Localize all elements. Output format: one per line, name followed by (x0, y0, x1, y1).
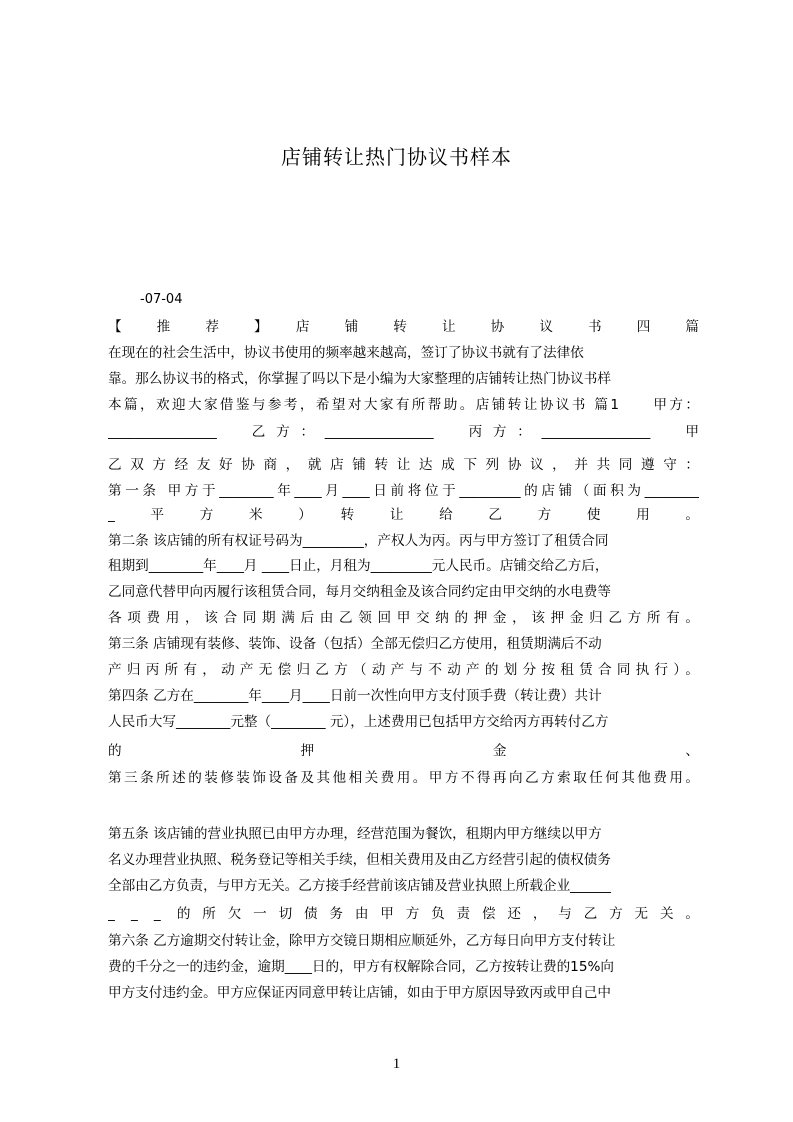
text-line: 本篇，欢迎大家借鉴与参考，希望对大家有所帮助。店铺转让协议书 篇1 甲方： (108, 397, 699, 413)
text-line: 在现在的社会生活中，协议书使用的频率越来越高，签订了协议书就有了法律依 (108, 345, 584, 361)
text-line: 租期到________年____月 ____日止，月租为_________元人民币。店铺交给乙方后， (108, 558, 609, 574)
text-line: 人民币大写________元整（________ 元），上述费用已包括甲方交给丙方再转付乙方 (108, 714, 609, 730)
text-line: 第四条 乙方在________年____月____日前一次性向甲方支付顶手费（转让费）共计 (108, 688, 602, 704)
page-number: 1 (392, 1056, 401, 1072)
text-line: 各项费用，该合同期满后由乙领回甲交纳的押金，该押金归乙方所有。 (108, 610, 699, 626)
text-line: 第五条 该店铺的营业执照已由甲方办理，经营范围为餐饮，租期内甲方继续以甲方 (108, 826, 602, 842)
text-line: 靠。那么协议书的格式，你掌握了吗以下是小编为大家整理的店铺转让热门协议书样 (108, 371, 611, 387)
text-line: 产归丙所有，动产无偿归乙方（动产与不动产的划分按租赁合同执行）。 (108, 662, 699, 678)
text-line: 第一条 甲方于________年____月____日前将位于_________的店铺（面积为________ (108, 483, 699, 499)
text-line: 第三条所述的装修装饰设备及其他相关费用。甲方不得再向乙方索取任何其他费用。 (108, 770, 699, 786)
text-line: 费的千分之一的违约金，逾期____日的，甲方有权解除合同，乙方按转让费的15%向 (108, 959, 614, 975)
text-line: ________________ 乙方：________________ 丙方：________________ 甲 (108, 424, 699, 440)
text-line: 第三条 店铺现有装修、装饰、设备（包括）全部无偿归乙方使用，租赁期满后不动 (108, 636, 602, 652)
text-line: 第二条 该店铺的所有权证号码为_________，产权人为丙。丙与甲方签订了租赁合同 (108, 533, 609, 549)
text-line: _ 平 方 米 ） 转 让 给 乙 方 使 用 。 (108, 507, 699, 523)
text-line: 名义办理营业执照、税务登记等相关手续，但相关费用及由乙方经营引起的债权债务 (108, 852, 611, 868)
text-line: 全部由乙方负责，与甲方无关。乙方接手经营前该店铺及营业执照上所载企业______ (108, 878, 611, 894)
text-line: 【 推 荐 】 店 铺 转 让 协 议 书 四 篇 (108, 319, 699, 335)
text-line: 第六条 乙方逾期交付转让金，除甲方交镜日期相应顺延外，乙方每日向甲方支付转让 (108, 933, 616, 949)
text-line: 甲方支付违约金。甲方应保证丙同意甲转让店铺，如由于甲方原因导致丙或甲自己中 (108, 985, 611, 1001)
text-line: 乙同意代替甲向丙履行该租赁合同，每月交纳租金及该合同约定由甲交纳的水电费等 (108, 584, 611, 600)
text-line: 乙双方经友好协商，就店铺转让达成下列协议，并共同遵守： (108, 457, 699, 473)
text-line: _ _ _ 的所欠一切债务由甲方负责偿还，与乙方无关。 (108, 906, 699, 922)
document-date: -07-04 (140, 292, 183, 307)
text-line: 的 押 金 、 (108, 743, 699, 759)
document-title: 店铺转让热门协议书样本 (281, 145, 512, 169)
